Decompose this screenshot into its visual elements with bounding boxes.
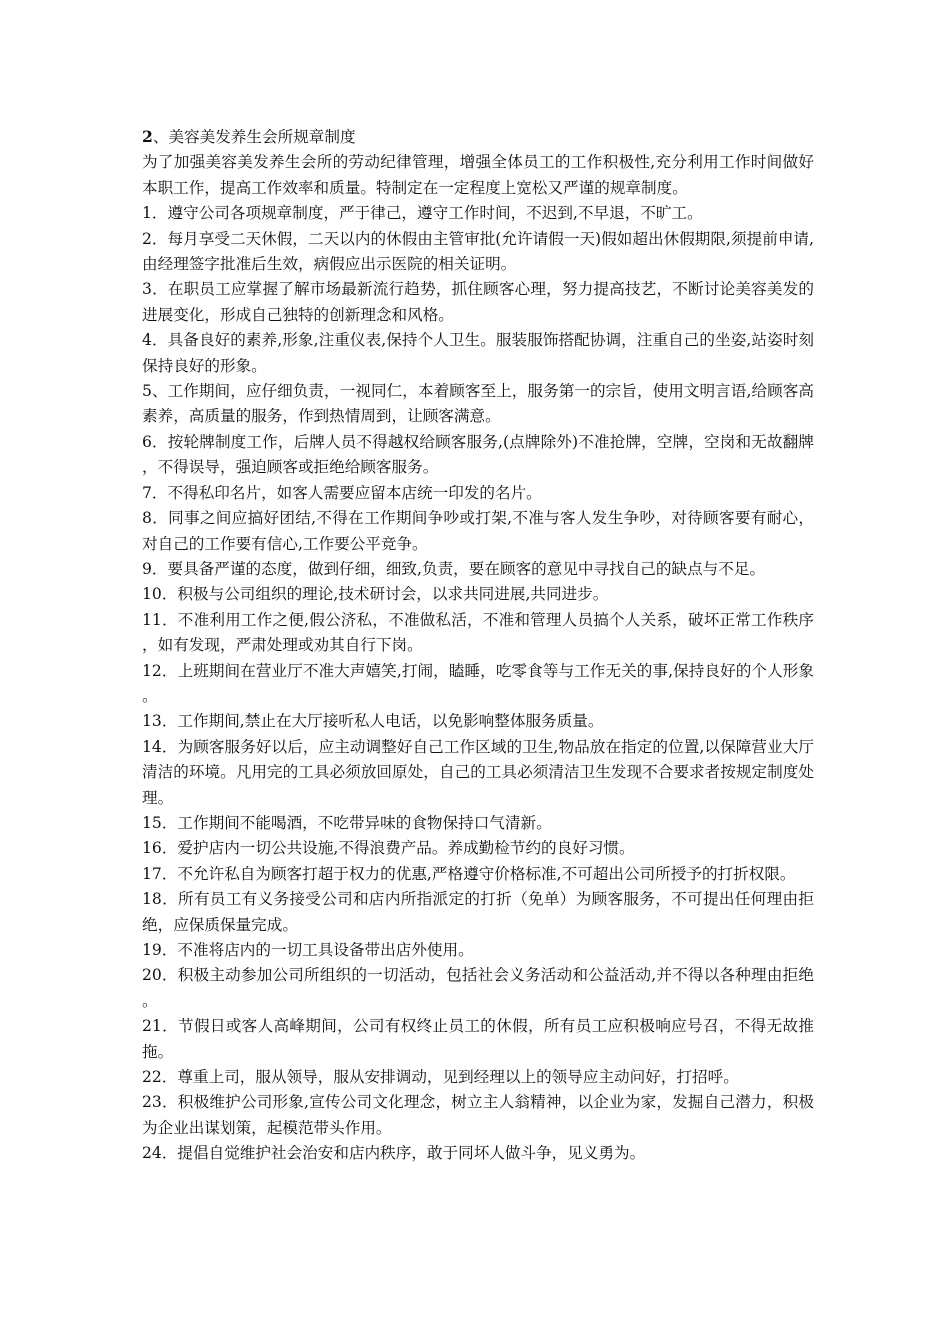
rule-item-23: 23．积极维护公司形象,宣传公司文化理念，树立主人翁精神，以企业为家，发掘自己潜力，积极为企业出谋划策，起模范带头作用。 xyxy=(142,1093,814,1137)
rule-item-17: 17．不允许私自为顾客打超于权力的优惠,严格遵守价格标准,不可超出公司所授予的打折权限。 xyxy=(142,864,796,883)
rule-item-6: 6．按轮牌制度工作，后牌人员不得越权给顾客服务,(点牌除外)不准抢牌，空牌，空岗和无故翻牌，不得误导，强迫顾客或拒绝给顾客服务。 xyxy=(142,432,814,477)
rule-item-14: 14．为顾客服务好以后，应主动调整好自己工作区域的卫生,物品放在指定的位置,以保障营业大厅清洁的环境。凡用完的工具必须放回原处，自己的工具必须清洁卫生发现不合要求者按规定制度处理。 xyxy=(142,737,814,807)
rule-item-5: 5、工作期间，应仔细负责，一视同仁，本着顾客至上，服务第一的宗旨，使用文明言语,给顾客高素养，高质量的服务，作到热情周到，让顾客满意。 xyxy=(142,382,814,426)
rule-item-19: 19．不准将店内的一切工具设备带出店外使用。 xyxy=(142,941,474,959)
intro-paragraph: 为了加强美容美发养生会所的劳动纪律管理，增强全体员工的工作积极性,充分利用工作时间做好本职工作，提高工作效率和质量。特制定在一定程度上宽松又严谨的规章制度。 xyxy=(142,153,814,197)
rule-item-1: 1．遵守公司各项规章制度，严于律己，遵守工作时间，不迟到,不早退，不旷工。 xyxy=(142,204,703,223)
rule-item-15: 15．工作期间不能喝酒，不吃带异味的食物保持口气清新。 xyxy=(142,813,552,832)
rule-item-21: 21．节假日或客人高峰期间，公司有权终止员工的休假，所有员工应积极响应号召，不得无故推拖。 xyxy=(142,1017,814,1061)
title-text: 、美容美发养生会所规章制度 xyxy=(152,128,356,146)
rule-item-8: 8．同事之间应搞好团结,不得在工作期间争吵或打架,不准与客人发生争吵，对待顾客要有耐心，对自己的工作要有信心,工作要公平竞争。 xyxy=(142,509,814,553)
rule-item-13: 13．工作期间,禁止在大厅接听私人电话，以免影响整体服务质量。 xyxy=(142,712,604,731)
rule-item-2: 2．每月享受二天休假，二天以内的休假由主管审批(允许请假一天)假如超出休假期限,须提前申请,由经理签字批准后生效，病假应出示医院的相关证明。 xyxy=(142,229,814,274)
rule-item-10: 10．积极与公司组织的理论,技术研讨会，以求共同进展,共同进步。 xyxy=(142,585,609,604)
title-number: 2 xyxy=(142,127,153,146)
rule-item-3: 3．在职员工应掌握了解市场最新流行趋势，抓住顾客心理，努力提高技艺，不断讨论美容美发的进展变化，形成自己独特的创新理念和风格。 xyxy=(142,280,814,324)
rule-item-12: 12．上班期间在营业厅不准大声嬉笑,打闹，瞌睡，吃零食等与工作无关的事,保持良好的个人形象。 xyxy=(142,661,814,705)
rule-item-24: 24．提倡自觉维护社会治安和店内秩序，敢于同坏人做斗争，见义勇为。 xyxy=(142,1144,646,1163)
rule-item-16: 16．爱护店内一切公共设施,不得浪费产品。养成勤检节约的良好习惯。 xyxy=(142,839,635,858)
document-title xyxy=(142,124,814,150)
rule-item-4: 4．具备良好的素养,形象,注重仪表,保持个人卫生。服装服饰搭配协调，注重自己的坐姿,站姿时刻保持良好的形象。 xyxy=(142,331,814,375)
rule-item-20: 20．积极主动参加公司所组织的一切活动，包括社会义务活动和公益活动,并不得以各种理由拒绝。 xyxy=(142,966,814,1010)
rule-item-11: 11．不准利用工作之便,假公济私，不准做私活，不准和管理人员搞个人关系，破坏正常工作秩序，如有发现，严肃处理或劝其自行下岗。 xyxy=(142,610,814,655)
document-page xyxy=(142,124,814,1167)
rule-item-7: 7．不得私印名片，如客人需要应留本店统一印发的名片。 xyxy=(142,483,542,502)
rule-item-9: 9．要具备严谨的态度，做到仔细，细致,负责，要在顾客的意见中寻找自己的缺点与不足。 xyxy=(142,559,766,578)
rule-item-22: 22．尊重上司，服从领导，服从安排调动，见到经理以上的领导应主动问好，打招呼。 xyxy=(142,1068,739,1087)
rule-item-18: 18．所有员工有义务接受公司和店内所指派定的打折（免单）为顾客服务，不可提出任何理由拒绝，应保质保量完成。 xyxy=(142,890,814,934)
